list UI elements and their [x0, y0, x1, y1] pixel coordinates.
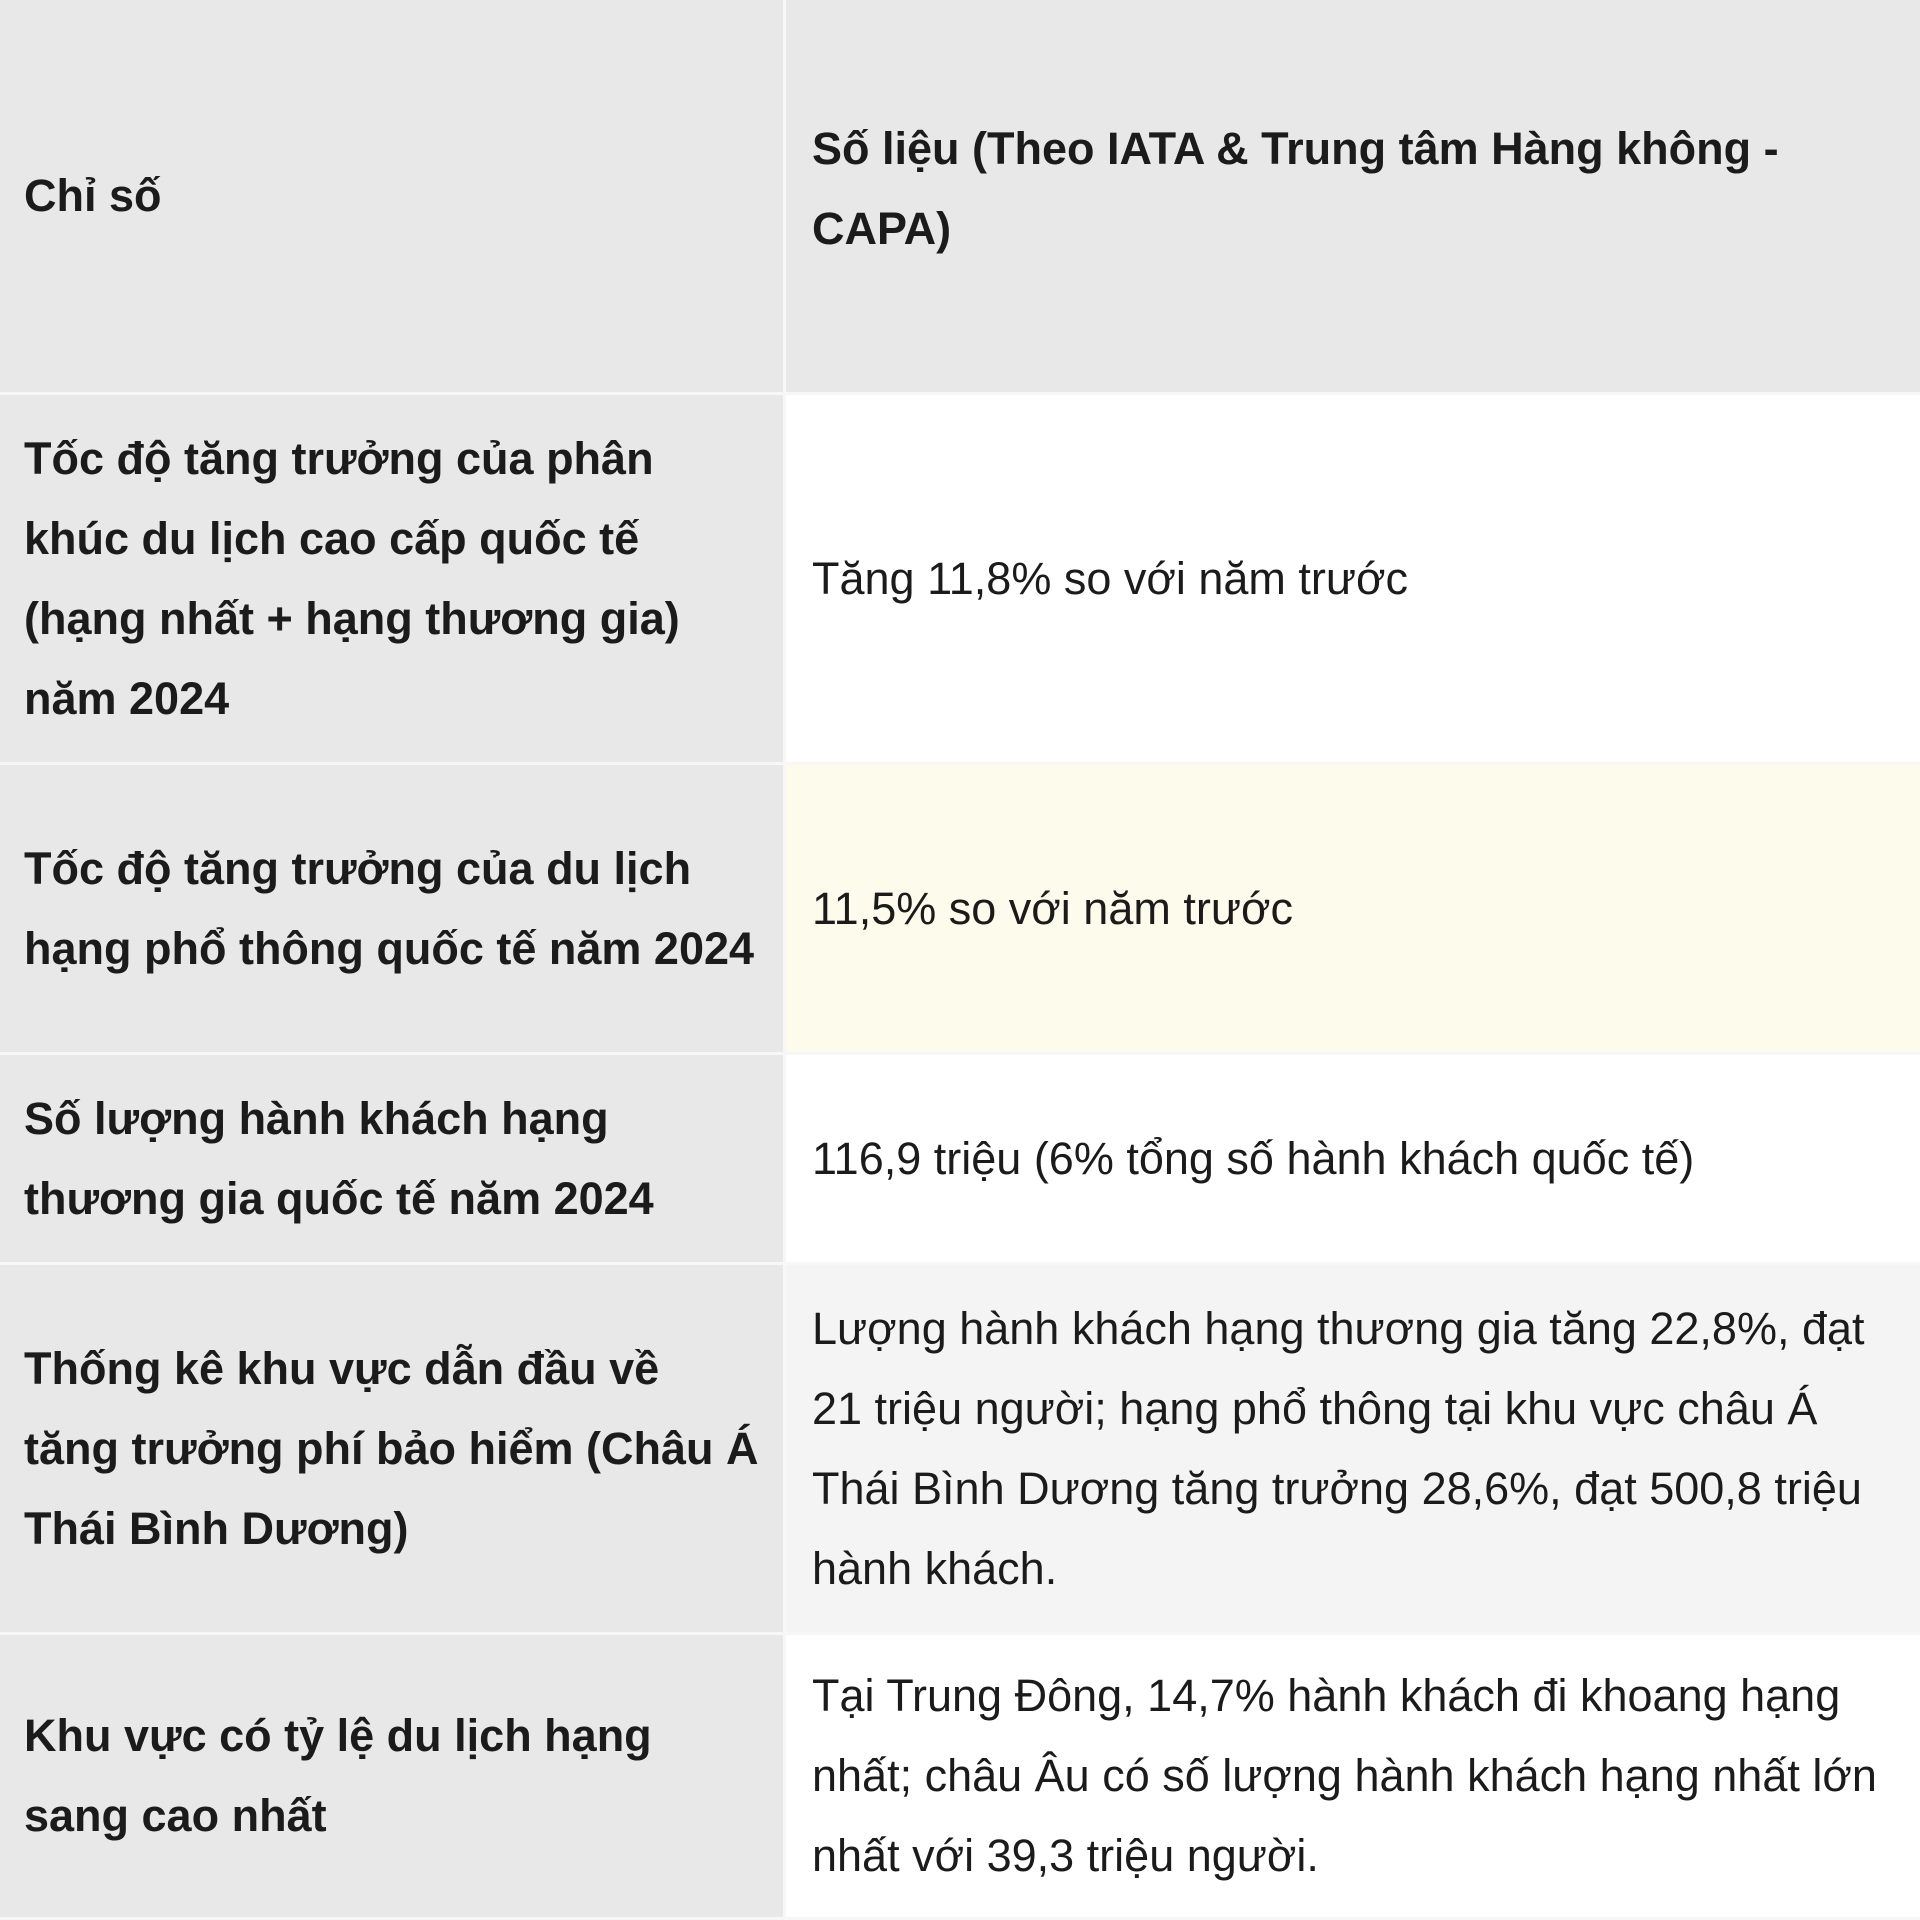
row-4-value-text: Lượng hành khách hạng thương gia tăng 22,8%, đạt 21 triệu người; hạng phổ thông tại khu vực châu Á Thái Bình Dương tăng trưởng 28,6%, đạt 500,8 triệu hành khách.	[812, 1302, 1865, 1594]
row-5-label	[0, 1635, 786, 1920]
header-indicator-text: Chỉ số	[24, 170, 162, 221]
row-3-label-text: Số lượng hành khách hạng thương gia quốc tế năm 2024	[24, 1092, 654, 1224]
header-figures-text: Số liệu (Theo IATA & Trung tâm Hàng không - CAPA)	[812, 123, 1779, 254]
row-1-value	[786, 395, 1920, 765]
row-4-label-text: Thống kê khu vực dẫn đầu về tăng trưởng phí bảo hiểm (Châu Á Thái Bình Dương)	[24, 1342, 759, 1554]
row-3-label	[0, 1055, 786, 1265]
row-5-value-text: Tại Trung Đông, 14,7% hành khách đi khoang hạng nhất; châu Âu có số lượng hành khách hạng nhất lớn nhất với 39,3 triệu người.	[812, 1670, 1877, 1881]
row-2-value	[786, 765, 1920, 1055]
row-4-value	[786, 1265, 1920, 1635]
row-1-label	[0, 395, 786, 765]
row-1-label-text: Tốc độ tăng trưởng của phân khúc du lịch cao cấp quốc tế (hạng nhất + hạng thương gia) năm 2024	[24, 432, 680, 724]
row-2-label	[0, 765, 786, 1055]
header-figures	[786, 0, 1920, 395]
header-indicator	[0, 0, 786, 395]
row-1-value-text: Tăng 11,8% so với năm trước	[812, 552, 1409, 604]
row-3-value-text: 116,9 triệu (6% tổng số hành khách quốc tế)	[812, 1132, 1695, 1184]
row-4-label	[0, 1265, 786, 1635]
row-2-label-text: Tốc độ tăng trưởng của du lịch hạng phổ thông quốc tế năm 2024	[24, 842, 755, 974]
row-3-value	[786, 1055, 1920, 1265]
row-5-label-text: Khu vực có tỷ lệ du lịch hạng sang cao nhất	[24, 1710, 652, 1841]
row-5-value	[786, 1635, 1920, 1920]
row-2-value-text: 11,5% so với năm trước	[812, 882, 1293, 934]
